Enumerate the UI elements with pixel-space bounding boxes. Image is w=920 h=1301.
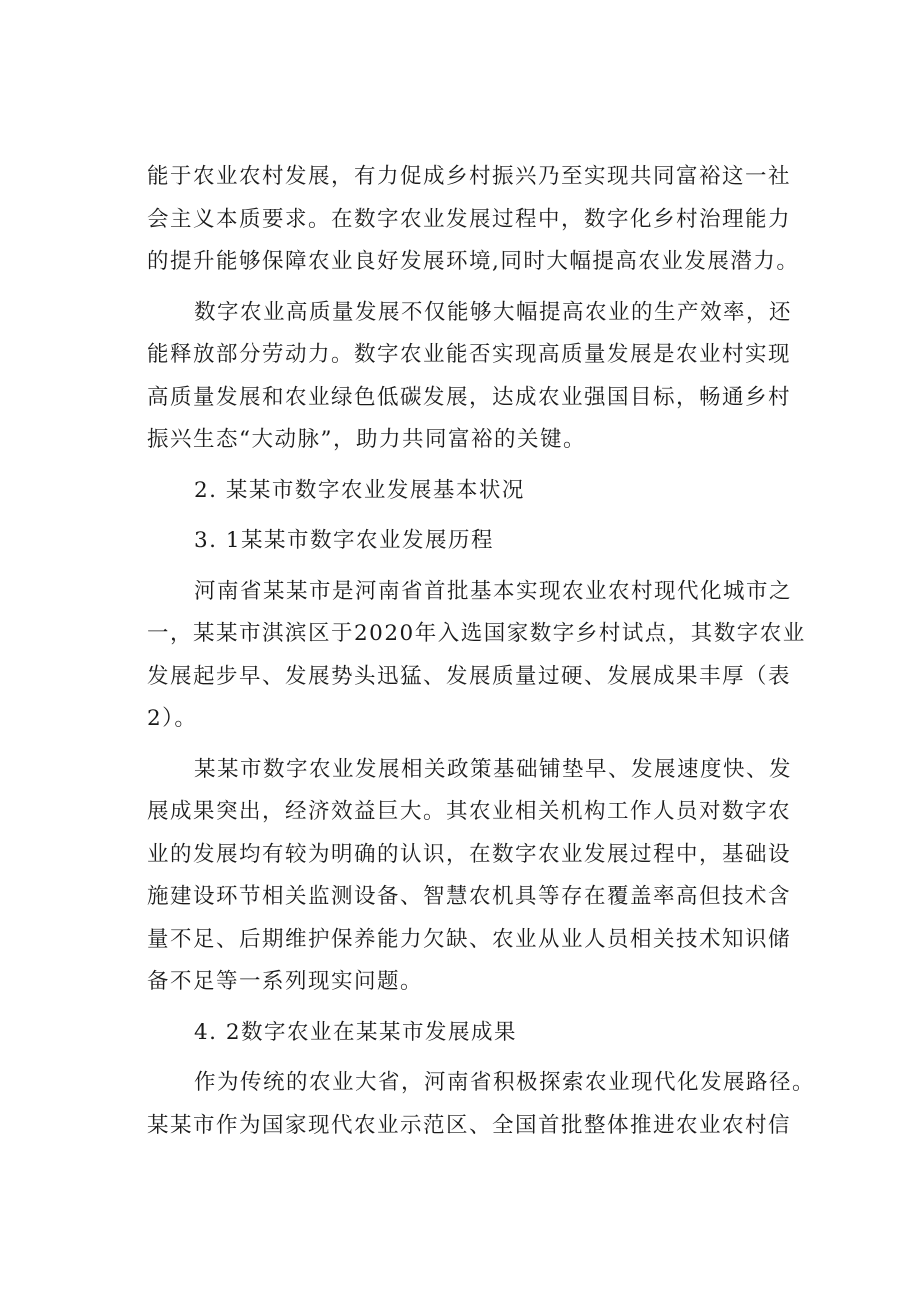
document-body (147, 156, 816, 1147)
text-line: 业的发展均有较为明确的认识，在数字农业发展过程中，基础设 (147, 841, 792, 867)
text-line: 高质量发展和农业绿色低碳发展，达成农业强国目标，畅通乡村 (147, 384, 792, 410)
section-heading: 2. 某某市数字农业发展基本状况 (194, 477, 525, 503)
text-line: 某某市作为国家现代农业示范区、全国首批整体推进农业农村信 (147, 1112, 792, 1138)
subsection-heading: 3. 1某某市数字农业发展历程 (194, 528, 495, 553)
text-line: 备不足等一系列现实问题。 (147, 969, 424, 994)
text-line: 量不足、后期维护保养能力欠缺、农业从业人员相关技术知识储 (147, 926, 792, 952)
text-line: 能释放部分劳动力。数字农业能否实现高质量发展是农业村实现 (147, 342, 792, 367)
text-line: 河南省某某市是河南省首批基本实现农业农村现代化城市之 (194, 578, 793, 604)
text-line: 某某市数字农业发展相关政策基础铺垫早、发展速度快、发 (194, 756, 793, 782)
text-line: 发展起步早、发展势头迅猛、发展质量过硬、发展成果丰厚（表 (147, 663, 792, 689)
text-line: 一，某某市淇滨区于2020年入选国家数字乡村试点，其数字农业 (147, 621, 806, 646)
text-line: 会主义本质要求。在数字农业发展过程中，数字化乡村治理能力 (147, 206, 792, 232)
text-line: 施建设环节相关监测设备、智慧农机具等存在覆盖率高但技术含 (147, 884, 792, 909)
text-line: 数字农业高质量发展不仅能够大幅提高农业的生产效率，还 (194, 299, 793, 325)
subsection-heading: 4. 2数字农业在某某市发展成果 (194, 1019, 518, 1045)
text-line: 展成果突出，经济效益巨大。其农业相关机构工作人员对数字农 (147, 799, 792, 824)
text-line: 2）。 (147, 706, 198, 731)
text-line: 振兴生态“大动脉”，助力共同富裕的关键。 (147, 427, 586, 452)
text-line: 作为传统的农业大省，河南省积极探索农业现代化发展路径。 (194, 1070, 816, 1095)
text-line: 的提升能够保障农业良好发展环境,同时大幅提高农业发展潜力。 (147, 249, 800, 274)
text-line: 能于农业农村发展，有力促成乡村振兴乃至实现共同富裕这一社 (147, 164, 792, 189)
